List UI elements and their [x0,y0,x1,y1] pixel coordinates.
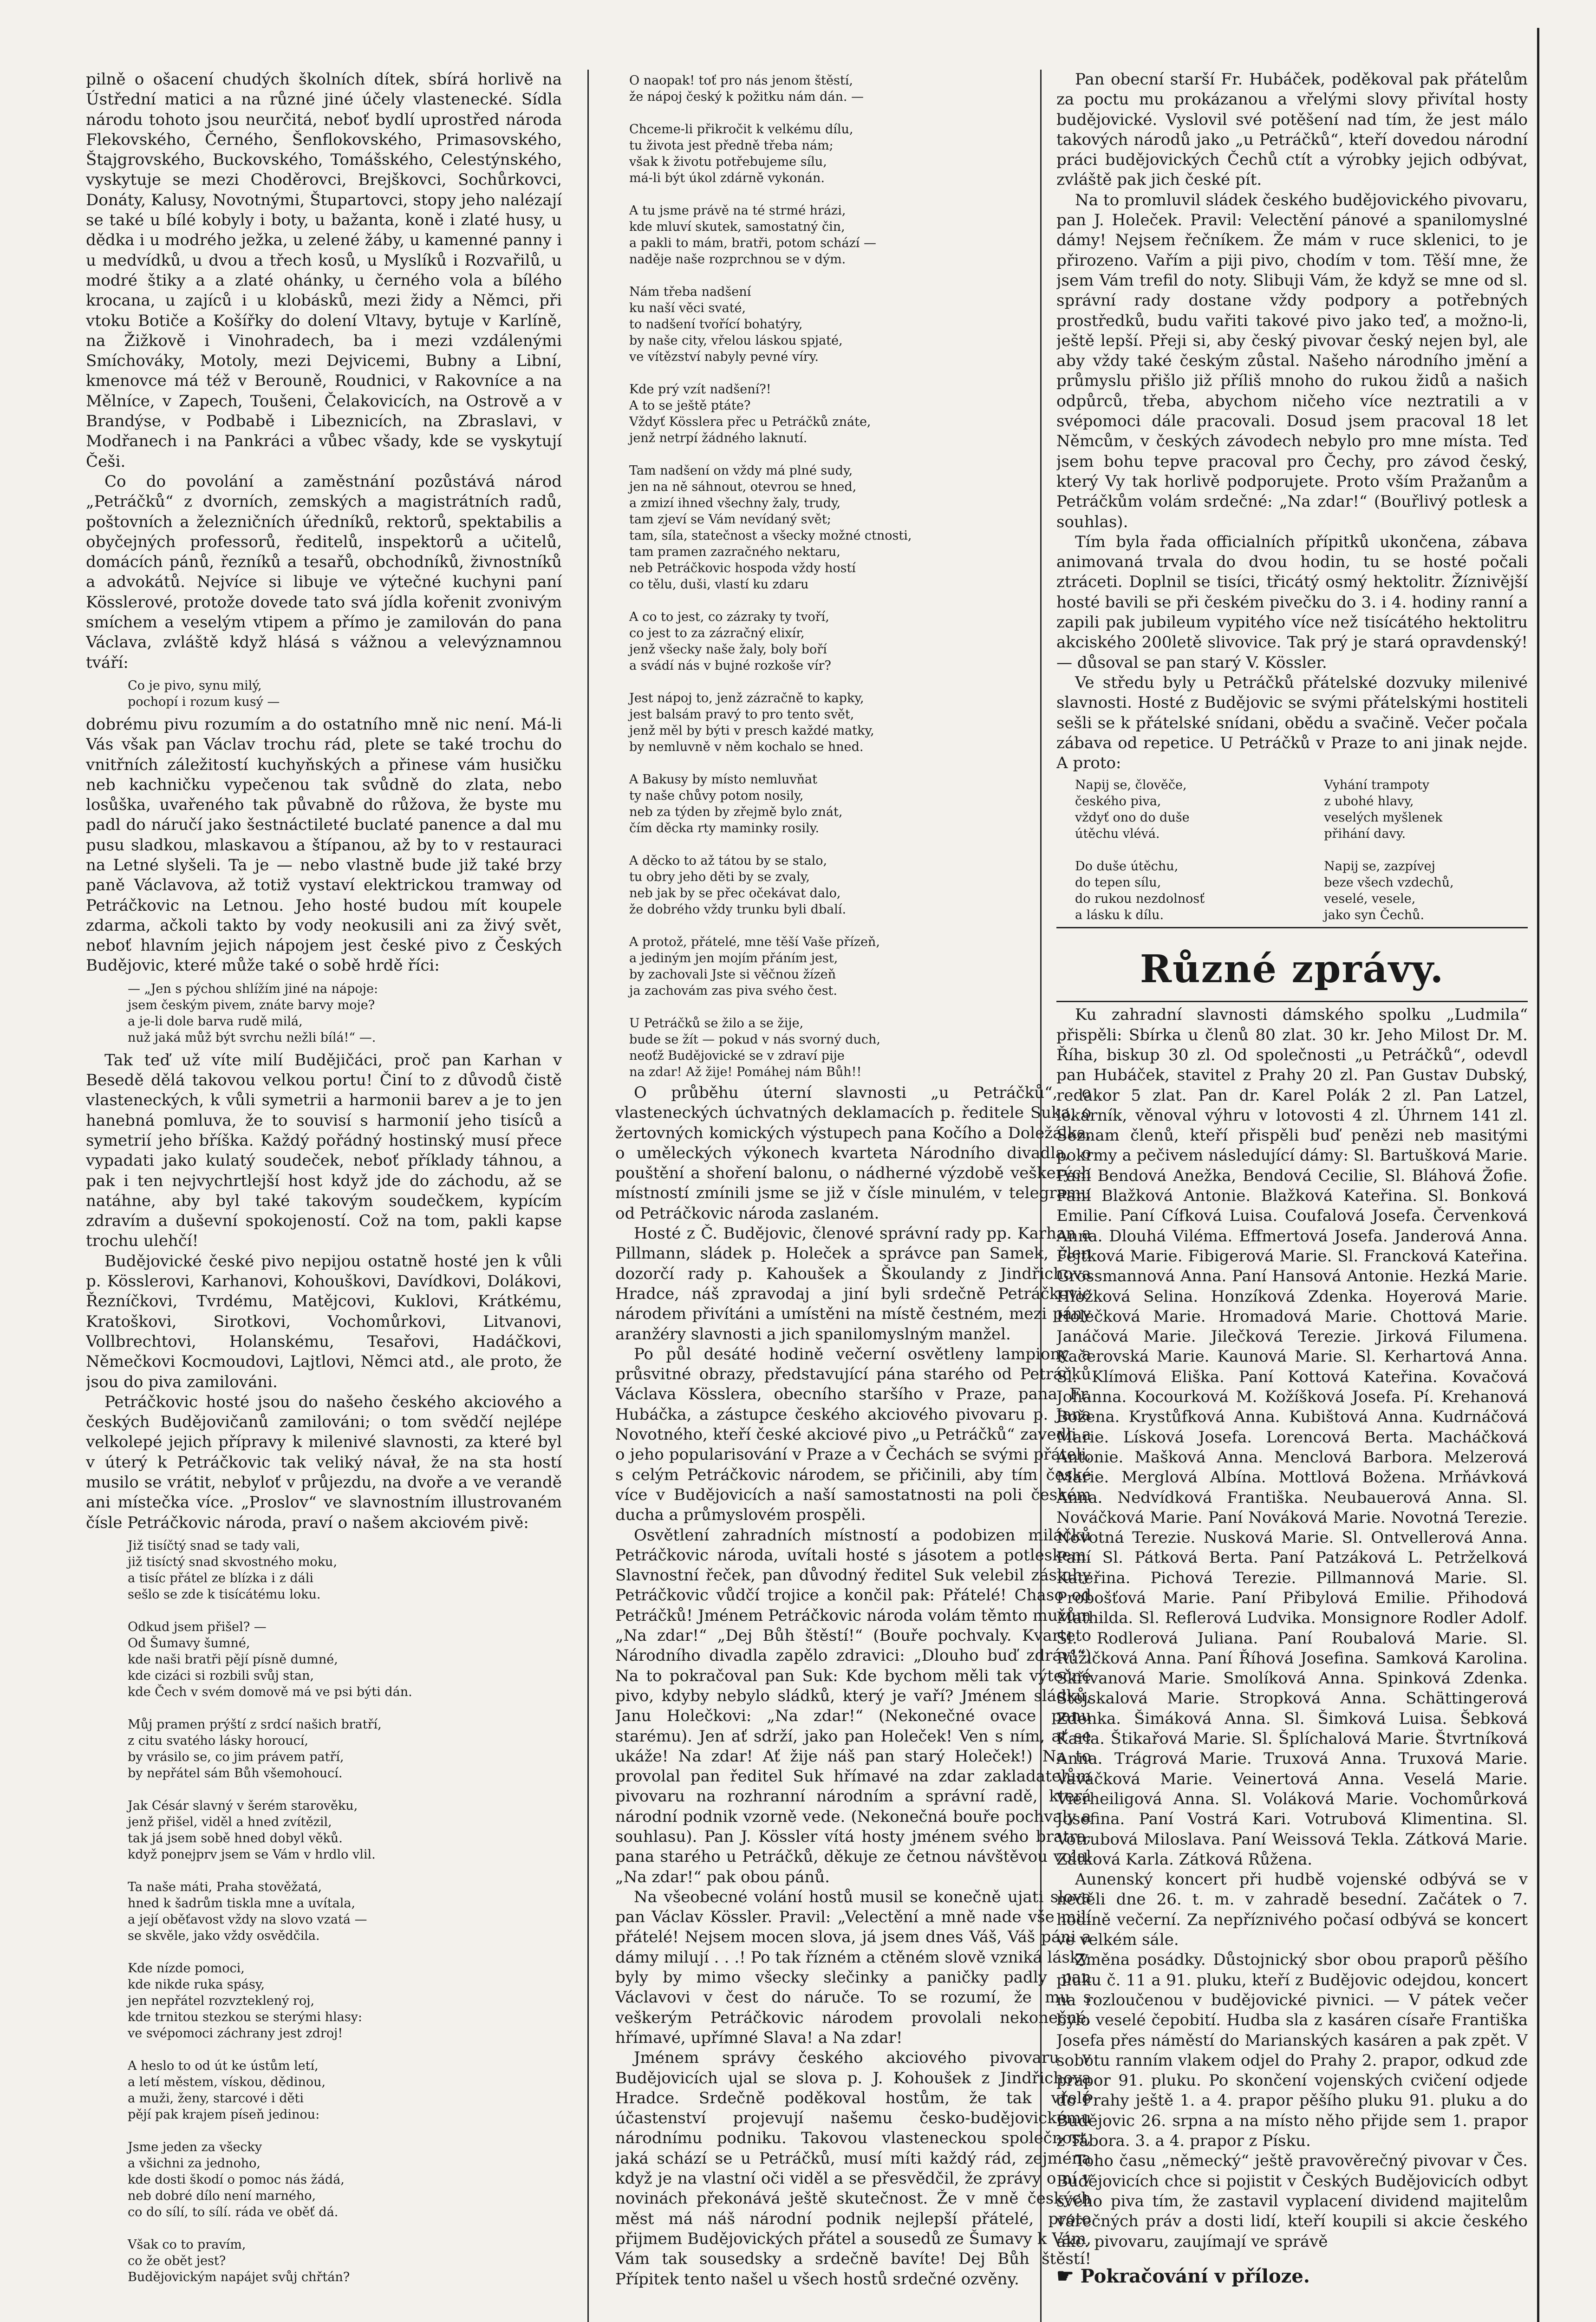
divider [1056,927,1528,928]
column-1 [86,70,562,2322]
paragraph: Ve středu byly u Petráčků přátelské dozvuky milenivé slavnosti. Hosté z Budějovic se svými přátelskými hostiteli sešli se k přátelské snídani, obědu a svačině. Večer počala zábava od repetice. U Petráčků v Praze to ani jinak nejde. A proto: [1056,673,1528,773]
paragraph: Toho času „německý“ ještě pravověrečný pivovar v Čes. Budějovicích chce si pojistit v Českých Budějovicích odbyt svého piva tím, že zastavil vyplacení dividend majitelům várečných práv a dosti lidí, kteří koupili si akcie českého akc. pivovaru, zaujímají ve správě [1056,2152,1528,2251]
column-2 [615,70,1091,2322]
paragraph: dobrému pivu rozumím a do ostatního mně nic není. Má-li Vás však pan Václav trochu rád, plete se také trochu do vnitřních záležitostí kuchyňských a přinese vám husičku neb kachničku vypečenou tak svůdně do zlata, nebo losůška, uvařeného tak půvabně do růžova, že byste mu padl do náručí jako šestnáctileté buclaté panence a dal mu pusu sladkou, mlaskavou a štípanou, až by to v restauraci na Letné slyšeli. Ta je — nebo vlastně bude již také brzy paně Václavova, až totiž vystaví elektrickou tramway od Petráčkovic na Letnou. Jeho hosté budou mít koupele zdarma, ačkoli takto by vody neokusili ani za živý svět, neboť hlavním jejich nápojem jest české pivo z Českých Budějovic, které může také o sobě hrdě říci: [86,715,562,975]
paragraph: Petráčkovic hosté jsou do našeho českého akciového a českých Budějovičanů zamilováni; o tom svědčí nejlépe velkolepé jejich přípravy k milenivé slavnosti, za které byl v úterý k Petráčkovic tak veliký návał, že na sta hostí musilo se vrátit, nebyloť v průjezdu, na dvoře a ve verandě ani místečka více. „Proslov“ ve slavnostním illustrovaném čísle Petráčkovic národa, praví o našem akciovém pivě: [86,1392,562,1532]
verse: Již tisíčtý snad se tady vali, již tisíctý snad skvostného moku, a tisíc přátel ze blízka i z dáli sešlo se zde k tisícátému loku. Odkud jsem přišel? — Od Šumavy šumné, kde naši bratři pějí písně dumné, kde cizáci si rozbili svůj stan, kde Čech v svém domově má ve psi býti dán. Můj pramen prýští z srdcí našich bratří, z citu svatého lásky horoucí, by vrásilo se, co jim právem patří, by nepřátel sám Bůh všemohoucí. Jak Césár slavný v šerém starověku, jenž přišel, viděl a hned zvítězil, tak já jsem sobě hned dobyl věků. když ponejprv jsem se Vám v hrdlo vlil. Ta naše máti, Praha stověžatá, hned k šadrům tiskla mne a uvítala, a její oběťavost vždy na slovo vzatá — se skvěle, jako vždy osvědčila. Kde nízde pomoci, kde nikde ruka spásy, jen nepřátel rozvzteklený roj, kde trnitou stezkou se sterými hlasy: ve svépomoci záchrany jest zdroj! A heslo to od út ke ústům letí, a letí městem, vískou, dědinou, a muži, ženy, starcové i děti pějí pak krajem píseň jedinou: Jsme jeden za všecky a všichni za jednoho, kde dosti škodí o pomoc nás žádá, neb dobré dílo není marného, co do sílí, to sílí. ráda ve oběť dá. Však co to pravím, co že obět jest? Budějovickým napájet svůj chřtán? [128,1538,412,2284]
continuation-note [1056,2266,1528,2286]
continuation-label: Pokračování v příloze. [1080,2265,1310,2287]
verse: O naopak! toť pro nás jenom štěstí, že nápoj český k požitku nám dán. — Chceme-li přikročit k velkému dílu, tu života jest předně třeba nám; však k životu potřebujeme sílu, má-li být úkol zdárně vykonán. A tu jsme právě na té strmé hrázi, kde mluví skutek, samostatný čin, a pakli to mám, bratři, potom schází — naděje naše rozprchnou se v dým. Nám třeba nadšení ku naší věci svaté, to nadšení tvořící bohatýry, by naše city, vřelou láskou spjaté, ve vítězství nabyly pevné víry. Kde prý vzít nadšení?! A to se ještě ptáte? Vždyť Kösslera přec u Petráčků znáte, jenž netrpí žádného laknutí. Tam nadšení on vždy má plné sudy, jen na ně sáhnout, otevrou se hned, a zmizí ihned všechny žaly, trudy, tam zjeví se Vám nevídaný svět; tam, síla, statečnost a všecky možné ctnosti, tam pramen zazračného nektaru, neb Petráčkovic hospoda vždy hostí co tělu, duši, vlastí ku zdaru A co to jest, co zázraky ty tvoří, co jest to za zázračný elixír, jenž všecky naše žaly, boly boří a svádí nás v bujné rozkoše vír? Jest nápoj to, jenž zázračně to kapky, jest balsám pravý to pro tento svět, jenž měl by býti v presch každé matky, by nemluvně v něm kochalo se hned. A Bakusy by místo nemluvňat ty naše chůvy potom nosily, neb za týden by zřejmě bylo znát, čím děcka rty maminky rosily. A děcko to až tátou by se stalo, tu obry jeho děti by se zvaly, neb jak by se přec očekávat dalo, že dobrého vždy trunku byli dbalí. A protož, přátelé, mne těší Vaše přízeň, a jediným jen mojím přáním jest, by zachovali Jste si věčnou žízeň ja zachovám zas piva svého čest. U Petráčků se žilo a se žije, bude se žít — pokud v nás svorný duch, neoťž Budějovické se v zdraví pije na zdar! Až žije! Pomáhej nám Bůh!! [629,73,912,1079]
paragraph: Budějovické české pivo nepijou ostatně hosté jen k vůli p. Kösslerovi, Karhanovi, Kohouškovi, Davídkovi, Dolákovi, Řezníčkovi, Tvrdému, Matějcovi, Kuklovi, Krátkému, Kratoškovi, Sirotkovi, Vochomůrkovi, Litvanovi, Vollbrechtovi, Holanskému, Tesařovi, Hadáčkovi, Němečkovi Kocmoudovi, Lajtlovi, Němci atd., ale proto, že jsou do piva zamilováni. [86,1252,562,1391]
paragraph: Osvětlení zahradních místností a podobizen miláčků Petráčkovic národa, uvítali hosté s jásotem a potleskem. Slavnostní řeček, pan důvodný ředitel Suk velebil zásluhy Petráčkovic vůdčí trojice a končil pak: Přátelé! Chaso od Petráčků! Jménem Petráčkovic národa volám těmto mužům „Na zdar!“ „Dej Bůh štěstí!“ (Bouře pochvaly. Kvarteto Národního divadla zapělo zdravici: „Dlouho buď zdráv!“) Na to pokračoval pan Suk: Kde bychom měli tak výtečné pivo, kdyby nebylo sládků, který je vaří? Jménem sládků, Janu Holečkovi: „Na zdar!“ (Nekonečné ovace panu starému). Jen ať sdrží, jako pan Holeček! Ven s ním, ať se ukáže! Na zdar! Ať žije náš pan starý Holeček!) Na to provolal pan ředitel Suk hřímavé na zdar zakladatelům pivovaru na rozhranní národním a správní radě, která národní podnik vzorně vede. (Nekonečná bouře pochvaly a souhlasu). Pan J. Kössler vítá hosty jménem svého bratra, pana starého u Petráčků, děkuje ze četnou návštěvou volal „Na zdar!“ pak obou pánů. [615,1526,1091,1886]
pointing-hand-icon: ☛ [1056,2264,1074,2287]
paragraph: Jménem správy českého akciového pivovaru v Budějovicích ujal se slova p. J. Kohoušek z Jindřichova Hradce. Srdečně poděkoval hostům, že tak vřelé účastenství projevují našemu česko-budějovickému národnímu podniku. Takovou vlasteneckou společnost, jaká schází se u Petráčků, musí míti každý rád, zejména když je na vlastní oči viděl a se přesvědčil, že zprávy o ní v novinách překonává ještě skutečnost. Že v mně českých měst má náš národní podnik nejlepší přátelé, proto přijmem Budějovických přátel a sousedů ze Šumavy k Vám, Vám tak sousedsky a srdečně bavíte! Dej Bůh štěstí! Přípitek tento našel u všech hostů srdečné ozvěny. [615,2048,1091,2289]
paragraph: Tím byla řada officialních přípitků ukončena, zábava animovaná trvala do dvou hodin, tu se hosté počali ztráceti. Doplnil se tisíci, třicátý osmý hektolitr. Žíznivější hosté bavili se při českém pivečku do 3. i 4. hodiny ranní a zapili pak jubileum vypitého více než tisícátého hektolitru akciského 200letě slivovice. Tak prý je stará opravdenský! — důsoval se pan starý V. Kössler. [1056,532,1528,672]
verse-pair [1075,777,1528,923]
column-rule-1 [587,70,589,2322]
verse: Co je pivo, synu milý, pochopí i rozum kusý — [128,678,280,709]
paragraph: Hosté z Č. Budějovic, členové správní rady pp. Karhan a Pillmann, sládek p. Holeček a správce pan Samek, člen dozorčí rady p. Kahoušek a Škoulandy z Jindřichova Hradce, náš zpravodaj a jiní byli srdečně Petráčkovic národem přivítáni a umístěni na místě čestném, mezi pány aranžéry slavnosti a jich spanilomyslným manžel. [615,1224,1091,1344]
paragraph: Na všeobecné volání hostů musil se konečně ujati slova pan Václav Kössler. Pravil: „Velectění a mně nade vše milí přátelé! Nejsem mocen slova, já jsem dnes Váš, Váš páni a dámy milují . . .! Po tak řízném a ctěném slově vzniká lásky, byly by mimo všecky slečinky a paničky padly pan Václavovi v čest do náruče. To se rozumí, že mu s veškerým Petráčkovic národem provolali nekonečné, hřímavé, upřímné Slava! a Na zdar! [615,1887,1091,2047]
verse: Napij se, člověče, českého piva, vždyť ono do duše útěchu vlévá. Do duše útěchu, do tepen sílu, do rukou nezdolnosť a lásku k dílu. [1075,778,1205,923]
divider [1056,1001,1528,1002]
right-page-border [1537,28,1539,2322]
verse: — „Jen s pýchou shlížím jiné na nápoje: jsem českým pivem, znáte barvy moje? a je-li dole barva rudě milá, nuž jaká můž být svrchu nežli bílá!“ —. [128,981,378,1045]
section-heading: Různé zprávy. [1140,947,1445,992]
paragraph: Na to promluvil sládek českého budějovického pivovaru, pan J. Holeček. Pravil: Velectění pánové a spanilomyslné dámy! Nejsem řečníkem. Že mám v ruce sklenici, to je přirozeno. Vařím a piji pivo, chodím v tom. Těší mne, že jsem Vám trefil do noty. Slibuji Vám, že když se mne od sl. správní rady dostane vždy podpory a potřebných prostředků, budu vařiti takové pivo jako teď, a možno-li, ještě lepší. Přeji si, aby český pivovar český nejen byl, ale aby vždy také českým zůstal. Našeho národního jmění a průmyslu přišlo již příliš mnoho do rukou židů a našich odpůrců, třeba, abychom ničeho více neztratili a v svépomoci dále pracovali. Dosud jsem pracoval 18 let Němcům, v českých závodech nebylo pro mne místa. Teď jsem bohu tepve pracoval pro Čechy, pro závod český, který Vy tak horlivě podporujete. Proto vším Pražanům a Petráčkům volám srdečné: „Na zdar!“ (Bouřlivý potlesk a souhlas). [1056,190,1528,531]
paragraph: Ku zahradní slavnosti dámského spolku „Ludmila“ přispěli: Sbírka u členů 80 zlat. 30 kr. Jeho Milost Dr. M. Říha, biskup 30 zl. Od společnosti „u Petráčků“, odevdl pan Hubáček, stavitel z Prahy 20 zl. Pan Gustav Dubský, redakor 5 zlat. Pan dr. Karel Polák 2 zl. Pan Latzel, lékárník, věnoval výhru v lotovosti 4 zl. Úhrnem 141 zl. Seznam členů, kteří přispěli buď penězi neb masitými pokrmy a pečivem následující dámy: Sl. Bartušková Marie. Paní Bendová Anežka, Bendová Cecilie, Sl. Bláhová Žofie. Paní Blažková Antonie. Blažková Kateřina. Sl. Bonková Emilie. Paní Cífková Luisa. Coufalová Josefa. Červenková Anna. Dlouhá Viléma. Effmertová Josefa. Janderová Anna. Fejtková Marie. Fibigerová Marie. Sl. Francková Kateřina. Grossmannová Anna. Paní Hansová Antonie. Hezká Marie. Hložková Selina. Honzíková Zdenka. Hoyerová Marie. Holečková Marie. Hromadová Marie. Chottová Marie. Janáčová Marie. Jilečková Terezie. Jirková Filumena. Kačerovská Marie. Kaunová Marie. Sl. Kerhartová Anna. Sl. Klímová Eliška. Paní Kottová Kateřina. Kovačová Johanna. Kocourková M. Kožíšková Josefa. Pí. Krehanová Božena. Krystůfková Anna. Kubištová Anna. Kudrnáčová Marie. Lísková Josefa. Lorencová Berta. Macháčková Antonie. Mašková Anna. Menclová Barbora. Melzerová Marie. Merglová Albína. Mottlová Božena. Mrňávková Anna. Nedvídková Františka. Neubauerová Anna. Sl. Nováčková Marie. Paní Nováková Marie. Novotná Terezie. Novotná Terezie. Nusková Marie. Sl. Ontvellerová Anna. Paní Sl. Pátková Berta. Paní Patzáková L. Petrželková Kateřina. Pichová Terezie. Pillmannová Marie. Sl. Probošťová Marie. Paní Přibylová Emilie. Přihodová Mathilda. Sl. Reflerová Ludvika. Monsignore Rodler Adolf. Sl. Rodlerová Juliana. Paní Roubalová Marie. Sl. Růžičková Anna. Paní Říhová Josefina. Samková Karolina. Skřivanová Marie. Smolíková Anna. Spinková Zdenka. Stejskalová Marie. Stropková Anna. Schättingerová Zdenka. Šimáková Anna. Sl. Šimková Luisa. Šebková Karla. Štikařová Marie. Sl. Šplíchalová Marie. Štvrtníková Anna. Trágrová Marie. Truxová Anna. Truxová Marie. Vaváčková Marie. Veinertová Anna. Veselá Marie. Vierheiligová Anna. Sl. Voláková Marie. Vochomůrková Josefina. Paní Vostrá Kari. Votrubová Klimentina. Sl. Votrubová Miloslava. Paní Weissová Tekla. Zátková Marie. Zátková Karla. Zátková Růžena. [1056,1005,1528,1869]
paragraph: O průběhu úterní slavnosti „u Petráčků“, o vlasteneckých úchvatných deklamacích p. ředitele Suka, o žertovných komických výstupech pana Kočího a Doležálka, o uměleckých výkonech kvarteta Národního divadla, o pouštění a shoření balonu, o nádherné výzdobě veškerých místností zmínili jsme se již v čísle minulém, v telegramu od Petráčkovic národa zaslaném. [615,1083,1091,1223]
column-3 [1056,70,1528,2322]
paragraph: pilně o ošacení chudých školních dítek, sbírá horlivě na Ústřední matici a na různé jiné účely vlastenecké. Sídla národu tohoto jsou neurčitá, neboť bydlí uprostřed národa Flekovského, Černého, Šenflokovského, Primasovského, Štajgrovského, Buckovského, Tomášského, Celestýnského, vyskytuje se mezi Choděrovci, Brejškovci, Sochůrkovci, Donáty, Kalusy, Novotnými, Štupartovci, stopy jeho nalézají se také u bílé kobyly i boty, u bažanta, koně i zlaté husy, u dědka i u modrého ježka, u zelené žáby, u kamenné panny i u medvídků, u dvou a třech kosů, u Myslíků i Rozvařilů, u modré štiky a a zlaté ohánky, u černého vola a bílého krocana, u zajíců i u klobásků, mezi židy a Němci, při vtoku Botiče a Košířky do dolení Vltavy, bytuje v Karlíně, na Žižkově i Vinohradech, ba i mezi vzdálenými Smíchováky, Motoly, mezi Dejvicemi, Bubny a Libní, kmenovce má též v Berouně, Roudnici, v Rakovníce a na Mělníce, v Zapech, Toušeni, Čelakovicích, na Ostrově a v Brandýse, v Podbabě i Libeznicích, na Zbraslavi, v Modřanech i na Pankráci a vůbec všady, kde se vyskytují Češi. [86,70,562,471]
paragraph: Aunenský koncert při hudbě vojenské odbývá se v neděli dne 26. t. m. v zahradě besední. Začátek o 7. hodině večerní. Za nepříznivého počasí odbývá se koncert ve velkém sále. [1056,1870,1528,1950]
paragraph: Změna posádky. Důstojnický sbor obou praporů pěšího pluku č. 11 a 91. pluku, kteří z Budějovic odejdou, koncert na rozloučenou v budějovické pivnici. — V pátek večer bylo veselé čepobití. Hudba sla z kasáren císaře Františka Josefa přes náměstí do Marianských kasáren a pak zpět. V sobotu ranním vlakem odjel do Prahy 2. prapor, odkud zde prapor 91. pluku. Po skončení vojenských cvičení odjede do Prahy ještě 1. a 4. prapor pěšího pluku 91. pluku a do Budějovic 26. srpna a na místo něho přijde sem 1. prapor z Tábora. 3. a 4. prapor z Písku. [1056,1950,1528,2151]
paragraph: Tak teď už víte milí Budějičáci, proč pan Karhan v Besedě dělá takovou velkou portu! Činí to z důvodů čistě vlasteneckých, k vůli symetrii a harmonii barev a je to jen hanebná pomluva, že to souvisí s harmonií jeho tisíců a symetrií jeho bříška. Každý pořádný hostinský musí přece vypadati jako kulatý soudeček, neboť příklady táhnou, a pak i ten nejvychrtlejší host když jde do záchodu, až se natáhne, aby byl také takovým soudečkem, kypícím zdravím a duševní spokojeností. Což na tom, pakli kapse trochu ulehčí! [86,1050,562,1251]
paragraph: Pan obecní starší Fr. Hubáček, poděkoval pak přátelům za poctu mu prokázanou a vřelými slovy přivítal hosty budějovické. Vyslovil své potěšení nad tím, že jest málo takových národů jako „u Petráčků“, kteří dovedou národní práci budějovických Čechů ctít a výrobky jejich odbývat, zvláště pak jich české pít. [1056,70,1528,189]
paragraph: Co do povolání a zaměstnání pozůstává národ „Petráčků“ z dvorních, zemských a magistrátních radů, poštovních a železničních úředníků, rektorů, spektabilis a obyčejných professorů, ředitelů, inspektorů a učitelů, domácích pánů, řezníků a tesařů, obchodníků, živnostníků a advokátů. Nejvíce si libuje ve výtečné kuchyni paní Kösslerové, protože dovede tato svá jídla kořenit zvonivým smíchem a veselým vtipem a přímo je zamilován do pana Václava, zvláště když hlásá s vážnou a velevýznamnou tváří: [86,472,562,672]
paragraph: Po půl desáté hodině večerní osvětleny lampiony a průsvitné obrazy, představující pána starého od Petráčků Václava Kösslera, obecního staršího v Praze, pana Fr. Hubáčka, a zástupce českého akciového pivovaru p. Jana Novotného, kteří české akciové pivo „u Petráčků“ zavedli a o jeho popularisování v Praze a v Čechách se svými přáteli, s celým Petráčkovic národem, se přičinili, aby tím české více v Budějovicích a naší samostatnosti na poli českém ducha a průmyslovém prospěli. [615,1344,1091,1525]
verse: Vyhání trampoty z ubohé hlavy, veselých myšlenek přihání davy. Napij se, zazpívej beze všech vzdechů, veselé, vesele, jako syn Čechů. [1324,778,1454,923]
